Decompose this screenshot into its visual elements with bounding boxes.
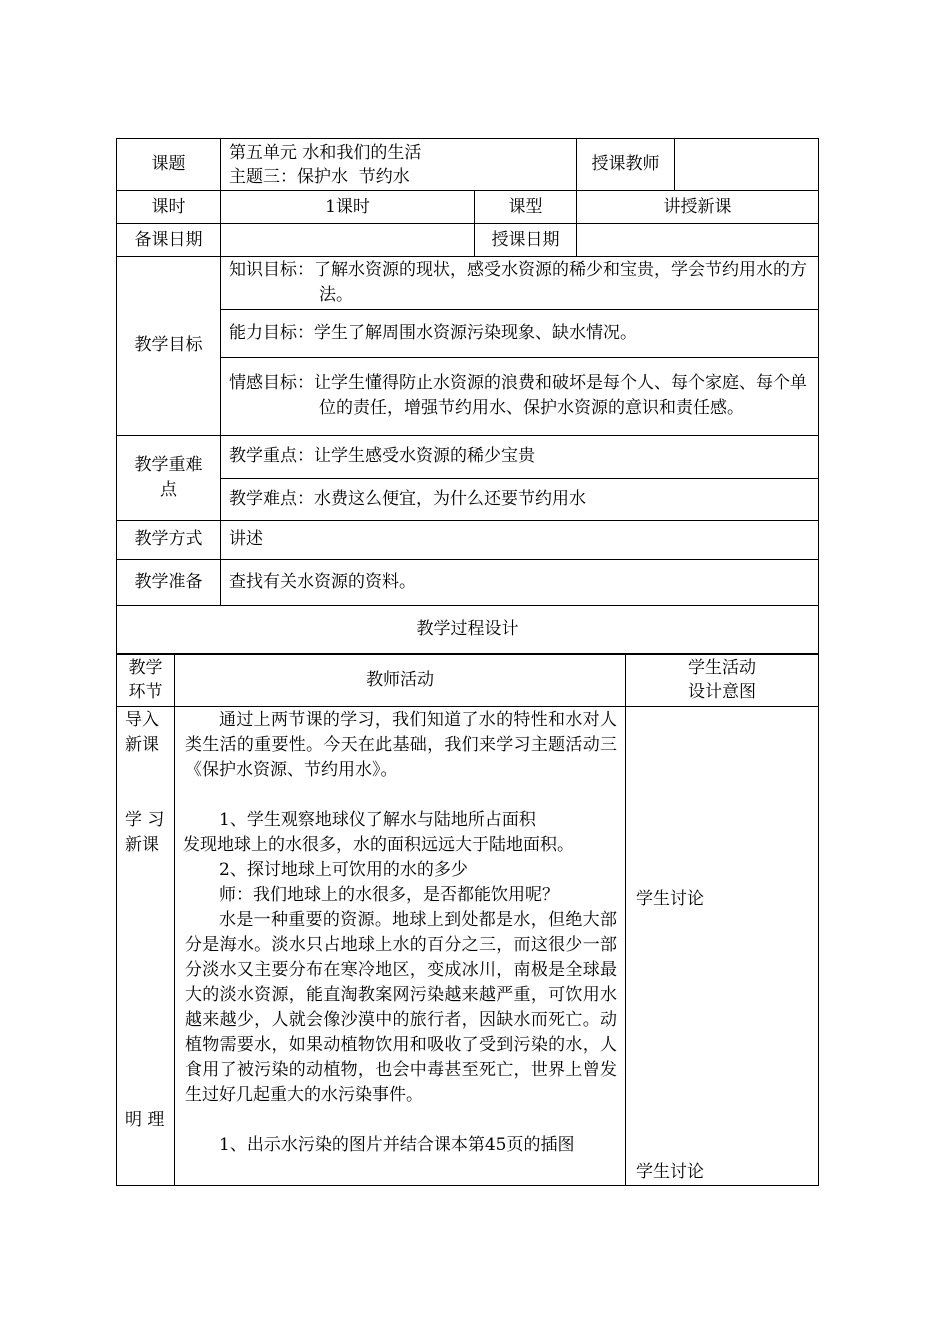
para-observe: 1、学生观察地球仪了解水与陆地所占面积 [219,810,536,830]
topic-line-2: 主题三：保护水 节约水 [229,166,410,187]
col-student-line-1: 学生活动 [688,658,756,678]
topic-value [221,139,577,191]
key-difficulty: 教学难点：水费这么便宜，为什么还要节约用水 [221,478,819,520]
stage-learn: 学 习新课 [125,810,165,855]
prep-date-label: 备课日期 [117,224,221,257]
student-activity-column [626,707,819,1186]
type-label: 课型 [475,191,577,224]
stage-reason: 明 理 [125,1110,165,1130]
lesson-goals-table [116,256,819,655]
lesson-plan-header-table [116,138,819,257]
topic-line-1: 第五单元 水和我们的生活 [229,142,422,163]
teacher-label: 授课教师 [577,139,675,191]
hours-label: 课时 [117,191,221,224]
col-stage-header: 教学环节 [117,654,175,707]
para-discover: 发现地球上的水很多，水的面积远远大于陆地面积。 [183,835,574,855]
teach-date-label: 授课日期 [475,224,577,257]
student-discuss-1: 学生讨论 [636,889,704,909]
student-discuss-2: 学生讨论 [636,1162,704,1182]
method-value: 讲述 [221,520,819,559]
teacher-activity-column [175,707,626,1186]
col-student-header [626,654,819,707]
stage-intro: 导入新课 [125,710,159,755]
prep-date-value [221,224,475,257]
col-teacher-header: 教师活动 [175,654,626,707]
para-explain: 水是一种重要的资源。地球上到处都是水，但绝大部分是海水。淡水只占地球上水的百分之三，而这很少一部分淡水又主要分布在寒冷地区，变成冰川，南极是全球最大的淡水资源，能直淘教案网污染越来越严重，可饮用水越来越少，人就会像沙漠中的旅行者，因缺水而死亡。动植物需要水，如果动植物饮用和吸收了受到污染的水，人食用了被污染的动植物，也会中毒甚至死亡，世界上曾发生过好几起重大的水污染事件。 [185,910,617,1105]
teacher-value [675,139,819,191]
hours-value: 1课时 [221,191,475,224]
type-value: 讲授新课 [577,191,819,224]
method-label: 教学方式 [117,520,221,559]
preparation-value: 查找有关水资源的资料。 [221,559,819,605]
col-student-line-2: 设计意图 [688,682,756,702]
para-show-pictures: 1、出示水污染的图片并结合课本第45页的插图 [219,1135,575,1155]
para-question: 师：我们地球上的水很多，是否都能饮用呢？ [219,885,559,905]
emotion-goal: 情感目标：让学生懂得防止水资源的浪费和破坏是每个人、每个家庭、每个单位的责任，增强节约用水、保护水资源的意识和责任感。 [221,357,819,435]
knowledge-goal: 知识目标：了解水资源的现状，感受水资源的稀少和宝贵，学会节约用水的方法。 [221,256,819,309]
ability-goal: 能力目标：学生了解周围水资源污染现象、缺水情况。 [221,309,819,357]
keypoints-label: 教学重难点 [117,435,221,520]
process-table [116,653,819,1186]
para-discuss: 2、探讨地球上可饮用的水的多少 [219,860,468,880]
teach-date-value [577,224,819,257]
key-focus: 教学重点：让学生感受水资源的稀少宝贵 [221,435,819,478]
stage-column [117,707,175,1186]
preparation-label: 教学准备 [117,559,221,605]
lesson-plan-sheet [116,138,818,1186]
goals-label: 教学目标 [117,256,221,435]
para-intro: 通过上两节课的学习，我们知道了水的特性和水对人类生活的重要性。今天在此基础，我们来学习主题活动三《保护水资源、节约用水》。 [185,710,617,780]
topic-label: 课题 [117,139,221,191]
process-title: 教学过程设计 [117,605,819,654]
